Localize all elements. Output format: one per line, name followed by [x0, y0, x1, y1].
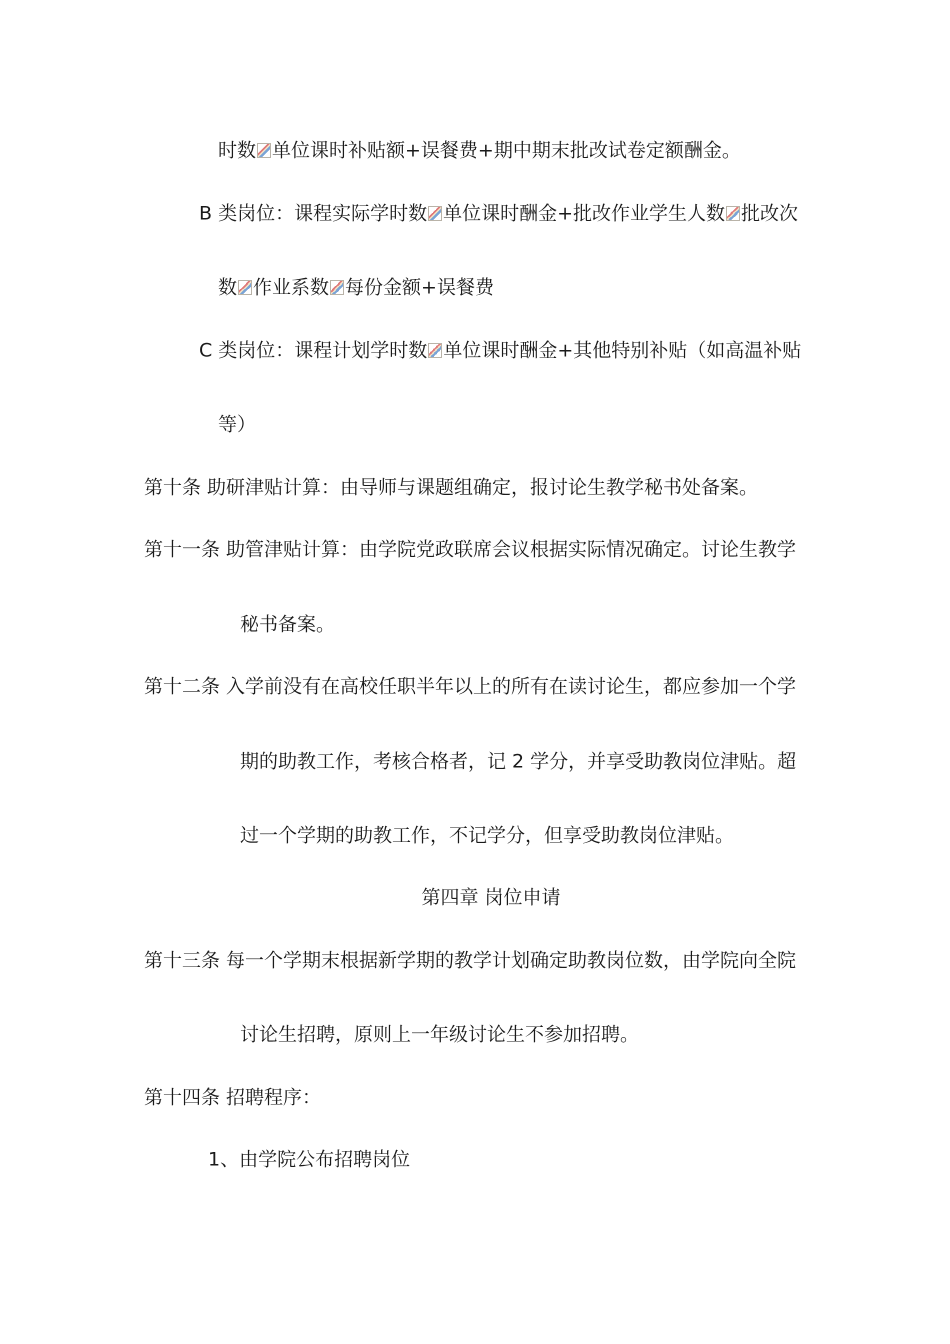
article-10: 第十条 助研津贴计算：由导师与课题组确定，报讨论生教学秘书处备案。: [144, 476, 759, 499]
text-line: B 类岗位：课程实际学时数 单位课时酬金+批改作业学生人数 批改次: [199, 202, 799, 225]
chapter-heading: 第四章 岗位申请: [421, 886, 561, 909]
text-line: 过一个学期的助教工作，不记学分，但享受助教岗位津贴。: [240, 824, 735, 847]
text-line: 数 作业系数 每份金额+误餐费: [218, 276, 494, 299]
text-line: C 类岗位：课程计划学时数 单位课时酬金+其他特别补贴（如高温补贴: [199, 339, 802, 362]
text-line: 时数 单位课时补贴额+误餐费+期中期末批改试卷定额酬金。: [218, 139, 741, 162]
text-line: 讨论生招聘，原则上一年级讨论生不参加招聘。: [240, 1023, 640, 1046]
broken-image-icon: [330, 280, 344, 295]
broken-image-icon: [428, 343, 442, 358]
article-14: 第十四条 招聘程序：: [144, 1086, 322, 1109]
broken-image-icon: [238, 280, 252, 295]
list-item: 1、由学院公布招聘岗位: [208, 1148, 411, 1171]
broken-image-icon: [428, 206, 442, 221]
text-line: 期的助教工作，考核合格者，记 2 学分，并享受助教岗位津贴。超: [240, 750, 797, 773]
text-line: 秘书备案。: [240, 613, 336, 636]
article-11: 第十一条 助管津贴计算：由学院党政联席会议根据实际情况确定。讨论生教学: [144, 538, 797, 561]
broken-image-icon: [257, 143, 271, 158]
article-12: 第十二条 入学前没有在高校任职半年以上的所有在读讨论生，都应参加一个学: [144, 675, 797, 698]
article-13: 第十三条 每一个学期末根据新学期的教学计划确定助教岗位数，由学院向全院: [144, 949, 797, 972]
text-line: 等）: [218, 413, 257, 436]
broken-image-icon: [726, 206, 740, 221]
